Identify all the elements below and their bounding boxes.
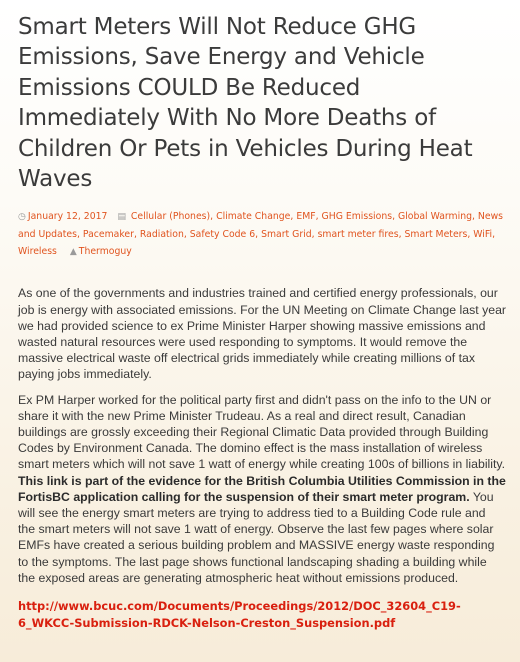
- category-link[interactable]: Wireless: [18, 246, 57, 258]
- paragraph-text: Ex PM Harper worked for the political party first and didn't pass on the info to the UN or share it with the new Prime Minister Trudeau. As a real and direct result, Canadian buildings are grossly exceeding their Regional Climatic Data provided through Building Codes by Environment Canada. The domino effect is the mass installation of wireless smart meters which will not save 1 watt of energy while creating 100s of billions in liability.: [18, 392, 506, 472]
- post-content: [18, 285, 506, 586]
- category-link[interactable]: Cellular (Phones): [130, 211, 211, 223]
- folder-icon: ▤: [117, 212, 126, 223]
- category-link[interactable]: Pacemaker: [82, 229, 134, 241]
- category-link[interactable]: Climate Change: [216, 211, 291, 223]
- category-link[interactable]: smart meter fires: [317, 229, 399, 241]
- category-list: Cellular (Phones), Climate Change, EMF, GHG Emissions, Global Warming, News and Updates, Pacemaker, Radiation, Safety Code 6, Smart Grid, smart meter fires, Smart Meters, WiFi, Wireless: [18, 211, 504, 258]
- paragraph-text: You will see the energy smart meters are trying to address tied to a Building Code rule and the smart meters will not save 1 watt of energy. Observe the last few pages where solar EMFs have created a serious building problem and MASSIVE energy waste responding to the symptoms. The last page shows functional landscaping shading a building while the exposed areas are generating atmospheric heat without emissions produced.: [18, 489, 495, 585]
- paragraph: As one of the governments and industries trained and certified energy professionals, our job is energy with associated emissions. For the UN Meeting on Climate Change last year we had provided science to ex Prime Minister Harper showing massive emissions and wasted natural resources were used responding to symptoms. It would remove the massive electrical waste off electrical grids immediately while creating millions of tax paying jobs immediately.: [18, 286, 507, 382]
- post-author[interactable]: Thermoguy: [78, 246, 132, 258]
- category-link[interactable]: Radiation: [139, 229, 184, 241]
- post-meta: [18, 208, 506, 261]
- category-link[interactable]: Smart Grid: [261, 229, 312, 241]
- paragraph-emphasis: This link is part of the evidence for the British Columbia Utilities Commission in the FortisBC application calling for the suspension of their smart meter program.: [18, 473, 506, 504]
- category-link[interactable]: GHG Emissions: [321, 211, 393, 223]
- user-icon: ▲: [69, 247, 77, 258]
- category-link[interactable]: WiFi: [473, 229, 493, 241]
- category-link[interactable]: Smart Meters: [404, 229, 468, 241]
- clock-icon: ◷: [18, 212, 26, 223]
- category-link[interactable]: Safety Code 6: [189, 229, 256, 241]
- paragraph: [18, 392, 506, 586]
- post-title: Smart Meters Will Not Reduce GHG Emissions, Save Energy and Vehicle Emissions COULD Be Reduced Immediately With No More Deaths of Children Or Pets in Vehicles During Heat Waves: [18, 14, 473, 193]
- post-date[interactable]: January 12, 2017: [27, 211, 108, 223]
- category-link[interactable]: News and Updates: [18, 211, 504, 241]
- category-link[interactable]: EMF: [296, 211, 316, 223]
- document-link[interactable]: http://www.bcuc.com/Documents/Proceedings/2012/DOC_32604_C19-6_WKCC-Submission-RDCK-Nelson-Creston_Suspension.pdf: [18, 599, 461, 630]
- category-link[interactable]: Global Warming: [397, 211, 472, 223]
